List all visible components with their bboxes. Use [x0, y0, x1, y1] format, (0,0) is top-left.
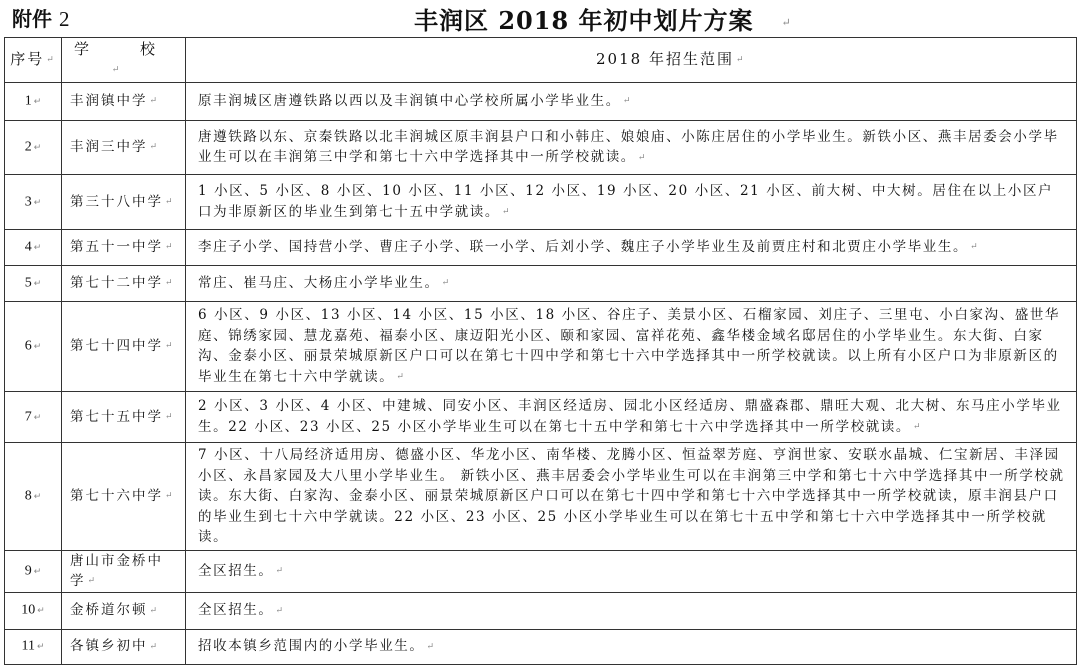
row-index: 10 ↵ [5, 592, 62, 629]
row-scope: 全区招生。 ↵ [186, 550, 1077, 592]
row-scope: 常庄、崔马庄、大杨庄小学毕业生。 ↵ [186, 266, 1077, 302]
table-row [5, 443, 1077, 551]
row-school: 第五十一中学 ↵ [62, 230, 186, 266]
column-header-index: 序号 ↵ [5, 38, 62, 83]
attachment-label [12, 3, 69, 32]
row-school: 丰润镇中学 ↵ [62, 83, 186, 121]
attachment-number: 2 [58, 7, 70, 31]
row-scope: 6 小区、9 小区、13 小区、14 小区、15 小区、18 小区、谷庄子、美景小区、石榴家园、刘庄子、三里屯、小白家沟、盛世华庭、锦绣家园、慧龙嘉苑、福泰小区、康迈阳光小区、颐和家园、富祥花苑、鑫华楼金域名邸居住的小学毕业生。东大街、白家沟、金泰小区、丽景荣城原新区户口可以在第七十四中学和第七十六中学选择其中一所学校就读。以上所有小区户口为非原新区的毕业生在第七十六中学就读。 ↵ [186, 302, 1077, 392]
row-school: 各镇乡初中 ↵ [62, 629, 186, 664]
row-school: 第七十五中学 ↵ [62, 392, 186, 443]
row-scope: 李庄子小学、国持营小学、曹庄子小学、联一小学、后刘小学、魏庄子小学毕业生及前贾庄村和北贾庄小学毕业生。 ↵ [186, 230, 1077, 266]
table-row [5, 550, 1077, 592]
row-scope: 唐遵铁路以东、京秦铁路以北丰润城区原丰润县户口和小韩庄、娘娘庙、小陈庄居住的小学毕业生。新铁小区、燕丰居委会小学毕业生可以在丰润第三中学和第七十六中学选择其中一所学校就读。 ↵ [186, 121, 1077, 175]
row-index: 11 ↵ [5, 629, 62, 664]
column-header-scope: 2018 年招生范围 ↵ [186, 38, 1077, 83]
row-index: 4 ↵ [5, 230, 62, 266]
attachment-text: 附件 [12, 7, 52, 31]
table-row [5, 230, 1077, 266]
table-row [5, 629, 1077, 664]
row-school: 第七十四中学 ↵ [62, 302, 186, 392]
paragraph-mark-icon: ↵ [781, 16, 792, 29]
paragraph-mark-icon: ↵ [46, 55, 56, 66]
row-index: 5 ↵ [5, 266, 62, 302]
row-school: 第七十六中学 ↵ [62, 443, 186, 551]
table-header-row [5, 38, 1077, 83]
table-row [5, 121, 1077, 175]
row-index: 8 ↵ [5, 443, 62, 551]
paragraph-mark-icon: ↵ [111, 65, 138, 76]
row-scope: 2 小区、3 小区、4 小区、中建城、同安小区、丰润区经适房、园北小区经适房、鼎盛森郡、鼎旺大观、北大树、东马庄小学毕业生。22 小区、23 小区、25 小区小学毕业生可以在第七十五中学和第七十六中学选择其中一所学校就读。 ↵ [186, 392, 1077, 443]
row-scope: 全区招生。 ↵ [186, 592, 1077, 629]
row-school: 丰润三中学 ↵ [62, 121, 186, 175]
row-scope: 招收本镇乡范围内的小学毕业生。 ↵ [186, 629, 1077, 664]
page-title [414, 1, 792, 36]
table-row [5, 175, 1077, 230]
table-row [5, 83, 1077, 121]
paragraph-mark-icon: ↵ [735, 55, 746, 66]
table-row [5, 302, 1077, 392]
row-scope: 1 小区、5 小区、8 小区、10 小区、11 小区、12 小区、19 小区、20 小区、21 小区、前大树、中大树。居住在以上小区户口为非原新区的毕业生到第七十五中学就读。 ↵ [186, 175, 1077, 230]
table-row [5, 392, 1077, 443]
title-text: 丰润区 2018 年初中划片方案 [414, 6, 754, 35]
row-index: 3 ↵ [5, 175, 62, 230]
table-row [5, 266, 1077, 302]
row-school: 唐山市金桥中学 ↵ [62, 550, 186, 592]
row-school: 第三十八中学 ↵ [62, 175, 186, 230]
zoning-table [4, 37, 1077, 665]
row-index: 6 ↵ [5, 302, 62, 392]
row-index: 2 ↵ [5, 121, 62, 175]
row-index: 9 ↵ [5, 550, 62, 592]
row-scope: 原丰润城区唐遵铁路以西以及丰润镇中心学校所属小学毕业生。 ↵ [186, 83, 1077, 121]
row-index: 1 ↵ [5, 83, 62, 121]
row-school: 第七十二中学 ↵ [62, 266, 186, 302]
row-school: 金桥道尔顿 ↵ [62, 592, 186, 629]
column-header-school: 学 校↵ [62, 38, 186, 83]
table-row [5, 592, 1077, 629]
row-scope: 7 小区、十八局经济适用房、德盛小区、华龙小区、南华楼、龙腾小区、恒益翠芳庭、亨润世家、安联水晶城、仁宝新居、丰泽园小区、永昌家园及大八里小学毕业生。 新铁小区、燕丰居委会小学毕业生可以在丰润第三中学和第七十六中学选择其中一所学校就读。东大街、白家沟、金泰小区、丽景荣城原新区户口可以在第七十四中学和第七十六中学选择其中一所学校就读，原丰润县户口的毕业生到七十六中学就读。22 小区、23 小区、25 小区小学毕业生可以在第七十五中学和第七十六中学选择其中一所学校就读。 [186, 443, 1077, 551]
row-index: 7 ↵ [5, 392, 62, 443]
